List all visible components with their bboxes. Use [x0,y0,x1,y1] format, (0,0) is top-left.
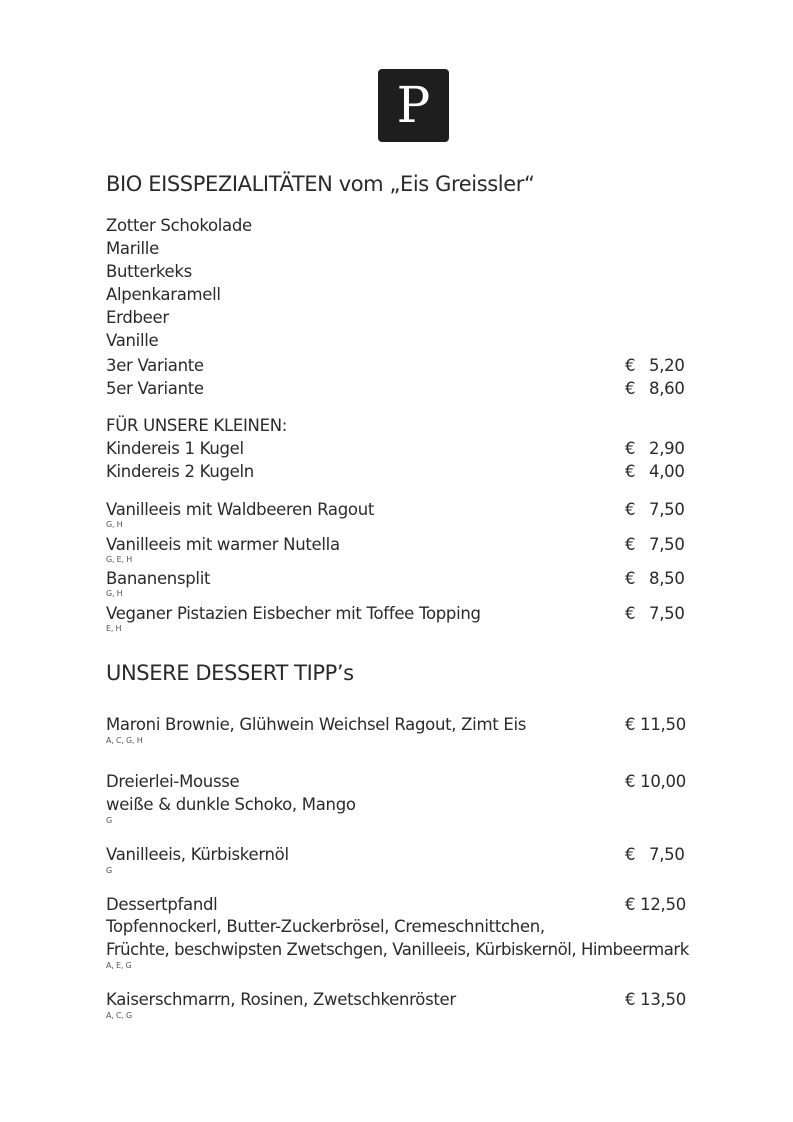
dessert-name: Maroni Brownie, Glühwein Weichsel Ragout, Zimt Eis [106,715,527,734]
flavor-item: Vanille [106,331,159,350]
sundae-name: Bananensplit [106,569,211,588]
dessert-description: Früchte, beschwipsten Zwetschgen, Vanilleeis, Kürbiskernöl, Himbeermark [106,940,689,959]
currency-symbol: € [625,895,636,914]
price-amount: 12,50 [640,895,686,914]
flavor-item: Alpenkaramell [106,285,221,304]
dessert-description: Topfennockerl, Butter-Zuckerbrösel, Cremeschnittchen, [106,917,545,936]
flavor-item: Zotter Schokolade [106,216,252,235]
allergen-codes: E, H [106,624,122,633]
dessert-price [625,893,686,916]
currency-symbol: € [625,990,636,1009]
allergen-codes: G [106,816,112,825]
kids-item-name: Kindereis 1 Kugel [106,439,244,458]
price-amount: 13,50 [640,990,686,1009]
price-amount: 10,00 [640,772,686,791]
variant-price [625,377,683,400]
kids-item-price [625,437,683,460]
sundae-price [625,602,683,625]
dessert-name: Vanilleeis, Kürbiskernöl [106,845,289,864]
allergen-codes: G, H [106,520,123,529]
kids-item-name: Kindereis 2 Kugeln [106,462,254,481]
price-amount: 8,60 [649,379,685,398]
dessert-name: Kaiserschmarrn, Rosinen, Zwetschkenröster [106,990,456,1009]
currency-symbol: € [625,535,636,554]
price-amount: 7,50 [649,845,685,864]
currency-symbol: € [625,772,636,791]
currency-symbol: € [625,356,636,375]
dessert-name: Dessertpfandl [106,895,218,914]
restaurant-logo [378,69,449,142]
sundae-price [625,533,683,556]
price-amount: 7,50 [649,500,685,519]
currency-symbol: € [625,462,636,481]
kids-heading: FÜR UNSERE KLEINEN: [106,416,288,435]
price-amount: 5,20 [649,356,685,375]
currency-symbol: € [625,439,636,458]
flavor-item: Marille [106,239,159,258]
ice-section-title: BIO EISSPEZIALITÄTEN vom „Eis Greissler“ [106,172,535,196]
price-amount: 11,50 [640,715,686,734]
dessert-price [625,713,686,736]
dessert-price [625,988,686,1011]
sundae-name: Vanilleeis mit warmer Nutella [106,535,340,554]
allergen-codes: G, E, H [106,555,133,564]
variant-name: 3er Variante [106,356,204,375]
variant-price [625,354,683,377]
price-amount: 7,50 [649,535,685,554]
sundae-name: Veganer Pistazien Eisbecher mit Toffee Topping [106,604,481,623]
allergen-codes: A, E, G [106,961,132,970]
sundae-price [625,498,683,521]
dessert-section-title: UNSERE DESSERT TIPP’s [106,661,354,685]
currency-symbol: € [625,715,636,734]
allergen-codes: A, C, G, H [106,736,143,745]
variant-name: 5er Variante [106,379,204,398]
price-amount: 7,50 [649,604,685,623]
dessert-name: Dreierlei-Mousse [106,772,240,791]
currency-symbol: € [625,604,636,623]
dessert-price [625,770,686,793]
allergen-codes: G [106,866,112,875]
dessert-price [625,843,683,866]
flavor-list [106,214,252,352]
flavor-item: Erdbeer [106,308,169,327]
price-amount: 4,00 [649,462,685,481]
price-amount: 2,90 [649,439,685,458]
flavor-item: Butterkeks [106,262,192,281]
allergen-codes: G, H [106,589,123,598]
sundae-price [625,567,683,590]
price-amount: 8,50 [649,569,685,588]
currency-symbol: € [625,379,636,398]
sundae-name: Vanilleeis mit Waldbeeren Ragout [106,500,375,519]
currency-symbol: € [625,845,636,864]
currency-symbol: € [625,569,636,588]
dessert-description: weiße & dunkle Schoko, Mango [106,795,356,814]
kids-item-price [625,460,683,483]
currency-symbol: € [625,500,636,519]
logo-letter: P [396,75,431,134]
allergen-codes: A, C, G [106,1011,133,1020]
